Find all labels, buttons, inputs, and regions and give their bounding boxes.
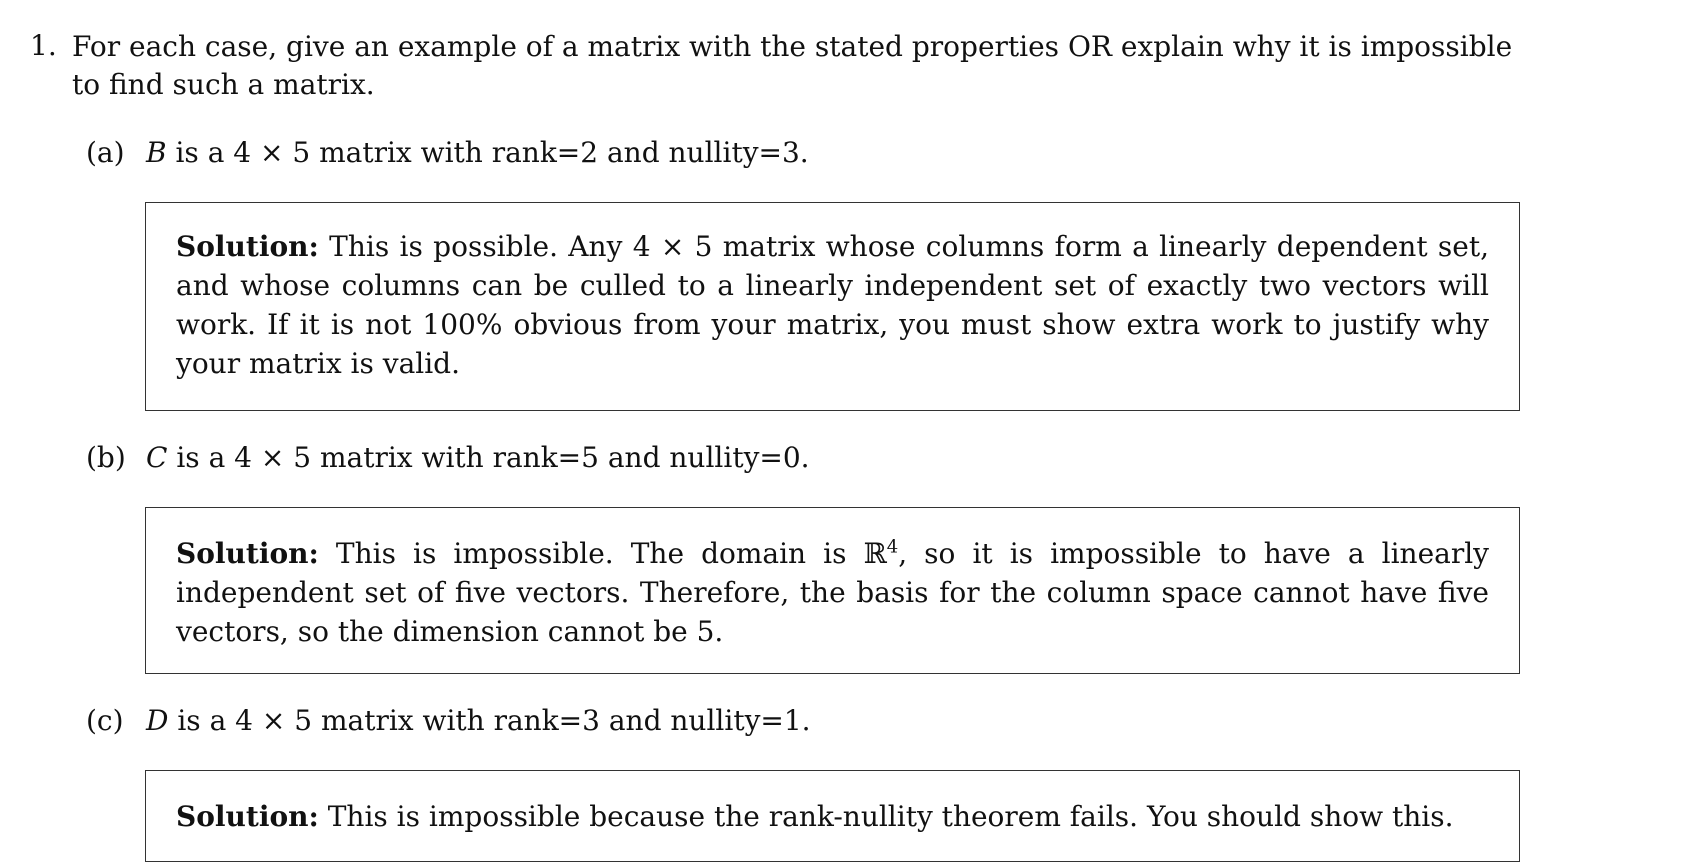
part-c-label: (c) (86, 704, 124, 737)
part-b-solution-text-2: , so it is impossible to have a linearly independent set of five vectors. Therefore, the basis for the column space cannot have five vectors, so the dimension cannot be 5. (176, 537, 1490, 648)
part-a-matrix-symbol: B (146, 136, 167, 169)
part-b-solution-superscript: 4 (886, 536, 899, 558)
part-b-statement (86, 440, 810, 476)
part-a-statement-text: is a 4 × 5 matrix with rank=2 and nullity=3. (166, 136, 809, 169)
part-c-matrix-symbol: D (146, 704, 169, 737)
part-a-solution-heading: Solution: (176, 230, 319, 263)
problem-number: 1. (30, 29, 57, 62)
part-c-solution-text: This is impossible because the rank-nullity theorem fails. You should show this. (327, 800, 1454, 833)
part-c-solution-box (145, 770, 1520, 862)
part-a-solution-box (145, 202, 1520, 411)
part-c-statement-text: is a 4 × 5 matrix with rank=3 and nullity=1. (168, 704, 811, 737)
part-b-matrix-symbol: C (146, 441, 168, 474)
part-b-solution-heading: Solution: (176, 537, 319, 570)
problem-intro: For each case, give an example of a matrix with the stated properties OR explain why it is impossible to find such a matrix. (72, 30, 1513, 101)
part-b-label: (b) (86, 441, 126, 474)
part-c-statement (86, 703, 811, 739)
part-a-solution-text: This is possible. Any 4 × 5 matrix whose columns form a linearly dependent set, and whose columns can be culled to a linearly independent set of exactly two vectors will work. If it is not 100% obvious from your matrix, you must show extra work to justify why your matrix is valid. (176, 230, 1489, 380)
part-b-solution-box (145, 507, 1520, 674)
part-b-solution-text-1: This is impossible. The domain is ℝ (335, 537, 887, 570)
part-c-solution-heading: Solution: (176, 800, 319, 833)
part-a-label: (a) (86, 136, 125, 169)
part-a-statement (86, 135, 809, 171)
part-b-statement-text: is a 4 × 5 matrix with rank=5 and nullity=0. (167, 441, 810, 474)
